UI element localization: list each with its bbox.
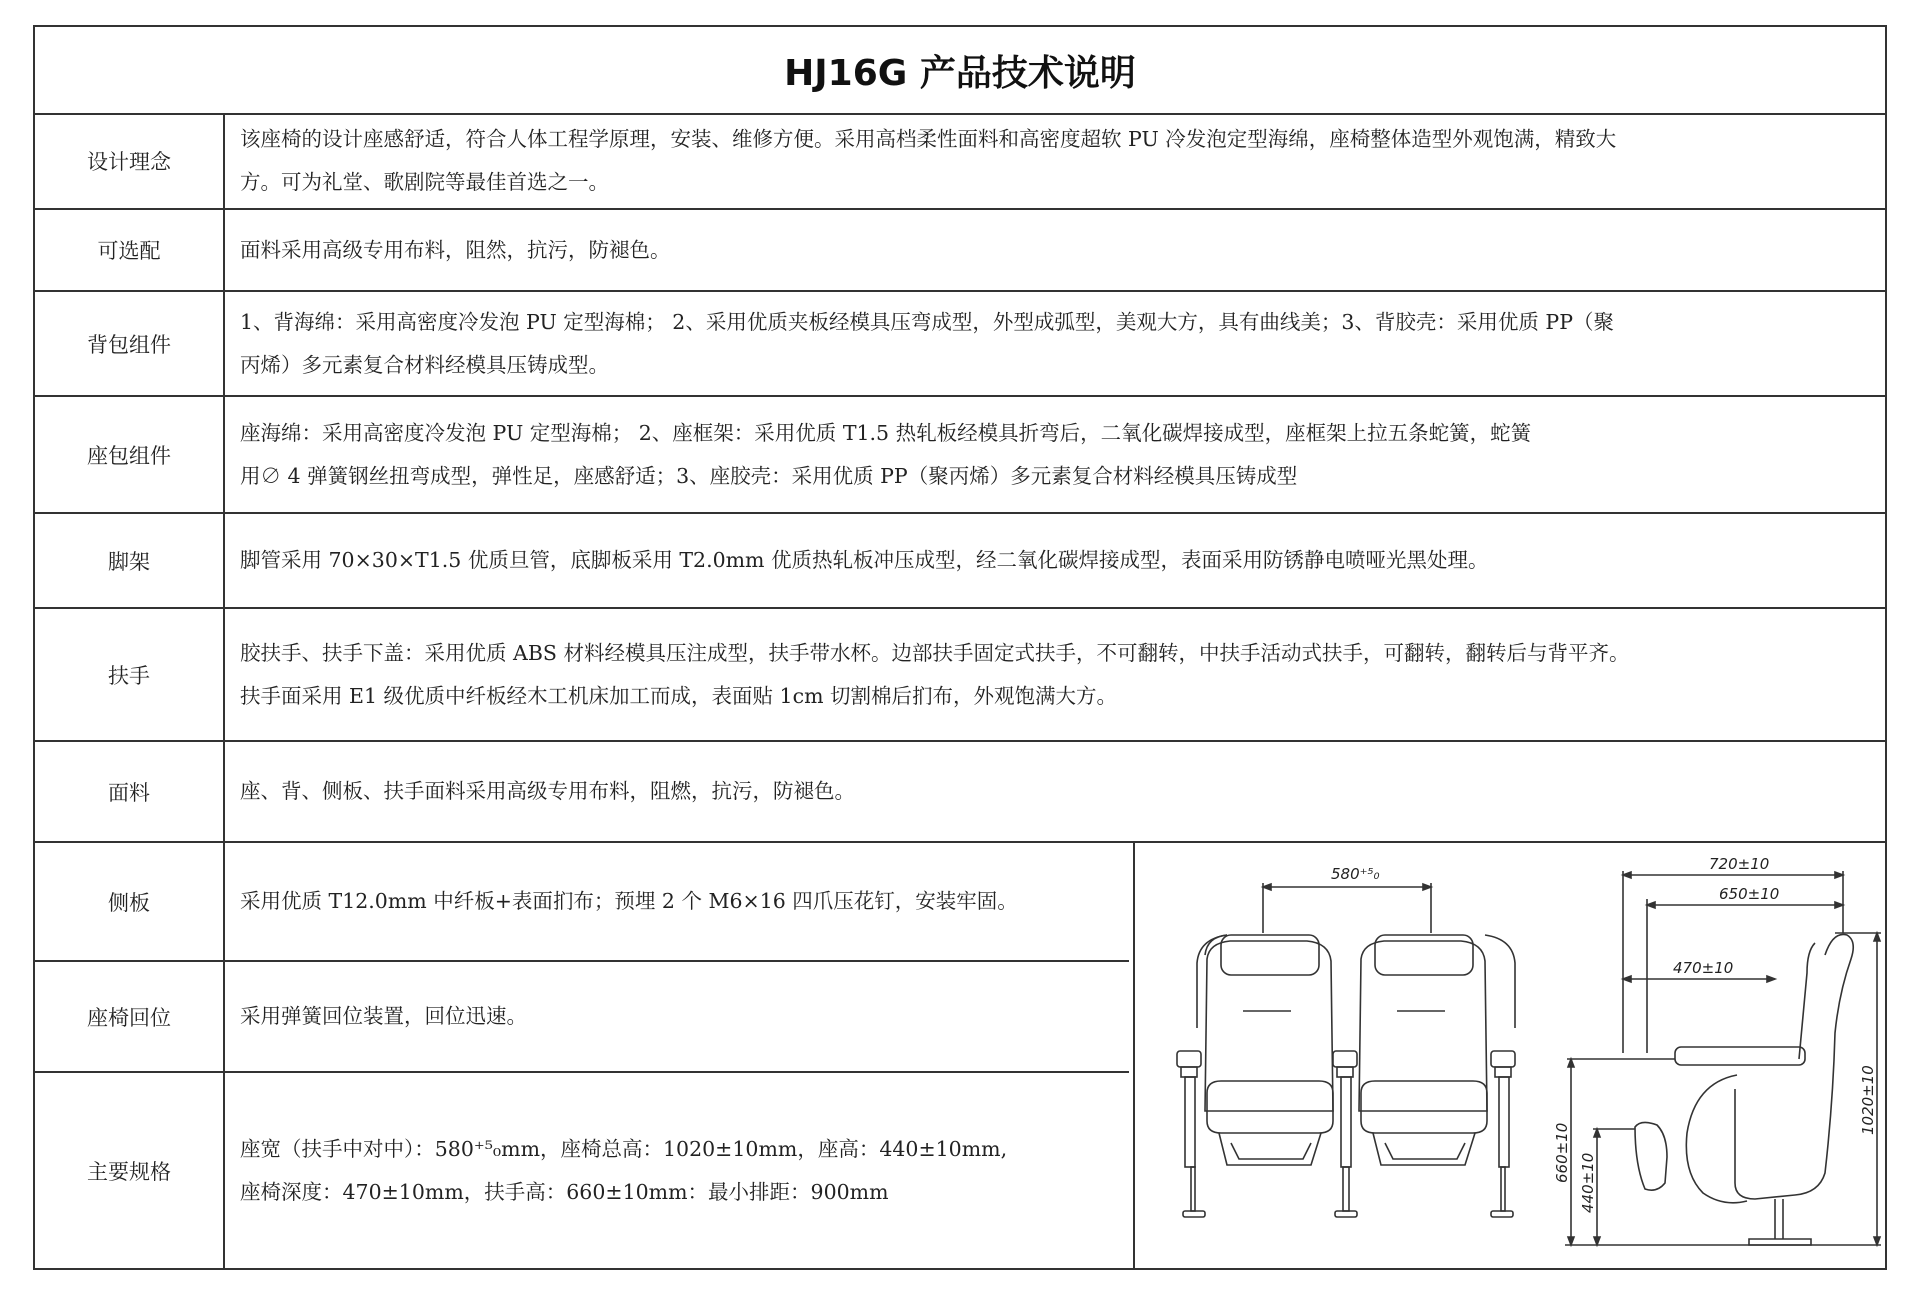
row-content (240, 843, 1119, 960)
row-label: 扶手 (35, 609, 225, 740)
content-line: 脚管采用 70×30×T1.5 优质旦管，底脚板采用 T2.0mm 优质热轧板冲压成型，经二氧化碳焊接成型，表面采用防锈静电喷哑光黑处理。 (240, 548, 1489, 572)
row-content (240, 962, 1119, 1071)
content-line: 采用优质 T12.0mm 中纤板+表面扪布；预埋 2 个 M6×16 四爪压花钉，安装牢固。 (240, 889, 1018, 913)
content-line: 采用弹簧回位装置，回位迅速。 (240, 1004, 527, 1028)
row-label: 主要规格 (35, 1073, 225, 1268)
spec-row (35, 962, 1129, 1073)
spec-row (35, 292, 1885, 397)
content-line: 座宽（扶手中对中）：580⁺⁵₀mm，座椅总高：1020±10mm，座高：440±10mm, (240, 1136, 1008, 1161)
spec-row (35, 1073, 1129, 1268)
row-label: 脚架 (35, 514, 225, 607)
row-content (240, 609, 1873, 740)
content-line: 该座椅的设计座感舒适，符合人体工程学原理，安装、维修方便。采用高档柔性面料和高密度超软 PU 冷发泡定型海绵，座椅整体造型外观饱满，精致大 (240, 126, 1617, 151)
dim-seat-height: 440±10 (1579, 1152, 1597, 1213)
content-line: 座、背、侧板、扶手面料采用高级专用布料，阻燃，抗污，防褪色。 (240, 779, 855, 803)
content-line: 1、背海绵：采用高密度冷发泡 PU 定型海棉； 2、采用优质夹板经模具压弯成型，外型成弧型，美观大方，具有曲线美；3、背胶壳：采用优质 PP（聚 (240, 309, 1614, 334)
technical-drawing (1133, 843, 1885, 1268)
row-content (240, 514, 1873, 607)
dim-front-width: 580⁺⁵₀ (1331, 865, 1380, 883)
spec-row (35, 210, 1885, 292)
row-content (240, 742, 1873, 841)
row-label: 背包组件 (35, 292, 225, 395)
row-label: 座椅回位 (35, 962, 225, 1071)
spec-row (35, 397, 1885, 514)
spec-row (35, 514, 1885, 609)
front-view (1177, 865, 1515, 1217)
content-line: 用∅ 4 弹簧钢丝扭弯成型，弹性足，座感舒适；3、座胶壳：采用优质 PP（聚丙烯）多元素复合材料经模具压铸成型 (240, 463, 1298, 488)
row-label: 侧板 (35, 843, 225, 960)
dim-arm-height: 660±10 (1553, 1122, 1571, 1183)
row-content (240, 113, 1873, 208)
content-line: 方。可为礼堂、歌剧院等最佳首选之一。 (240, 169, 609, 194)
content-line: 丙烯）多元素复合材料经模具压铸成型。 (240, 352, 609, 377)
spec-sheet (33, 25, 1887, 1270)
content-line: 扶手面采用 E1 级优质中纤板经木工机床加工而成，表面贴 1cm 切割棉后扪布，外观饱满大方。 (240, 683, 1118, 708)
spec-row (35, 742, 1885, 843)
spec-row (35, 113, 1885, 210)
row-label: 可选配 (35, 210, 225, 290)
dim-side-depth: 470±10 (1673, 959, 1734, 977)
dim-side-top: 720±10 (1709, 855, 1770, 873)
row-content (240, 1073, 1119, 1268)
dim-side-mid: 650±10 (1719, 885, 1780, 903)
page-title: HJ16G 产品技术说明 (35, 27, 1885, 115)
row-content (240, 210, 1873, 290)
spec-row (35, 843, 1129, 962)
row-content (240, 397, 1873, 512)
content-line: 座海绵：采用高密度冷发泡 PU 定型海棉； 2、座框架：采用优质 T1.5 热轧板经模具折弯后，二氧化碳焊接成型，座框架上拉五条蛇簧，蛇簧 (240, 420, 1532, 445)
side-view (1553, 855, 1881, 1245)
dim-total-height: 1020±10 (1859, 1065, 1877, 1135)
row-label: 面料 (35, 742, 225, 841)
content-line: 座椅深度：470±10mm，扶手高：660±10mm：最小排距：900mm (240, 1179, 889, 1204)
content-line: 面料采用高级专用布料，阻然，抗污，防褪色。 (240, 237, 671, 262)
row-label: 座包组件 (35, 397, 225, 512)
row-content (240, 292, 1873, 395)
row-label: 设计理念 (35, 113, 225, 208)
spec-row (35, 609, 1885, 742)
chair-drawing (1135, 843, 1889, 1270)
content-line: 胶扶手、扶手下盖：采用优质 ABS 材料经模具压注成型，扶手带水杯。边部扶手固定式扶手，不可翻转，中扶手活动式扶手，可翻转，翻转后与背平齐。 (240, 640, 1630, 665)
